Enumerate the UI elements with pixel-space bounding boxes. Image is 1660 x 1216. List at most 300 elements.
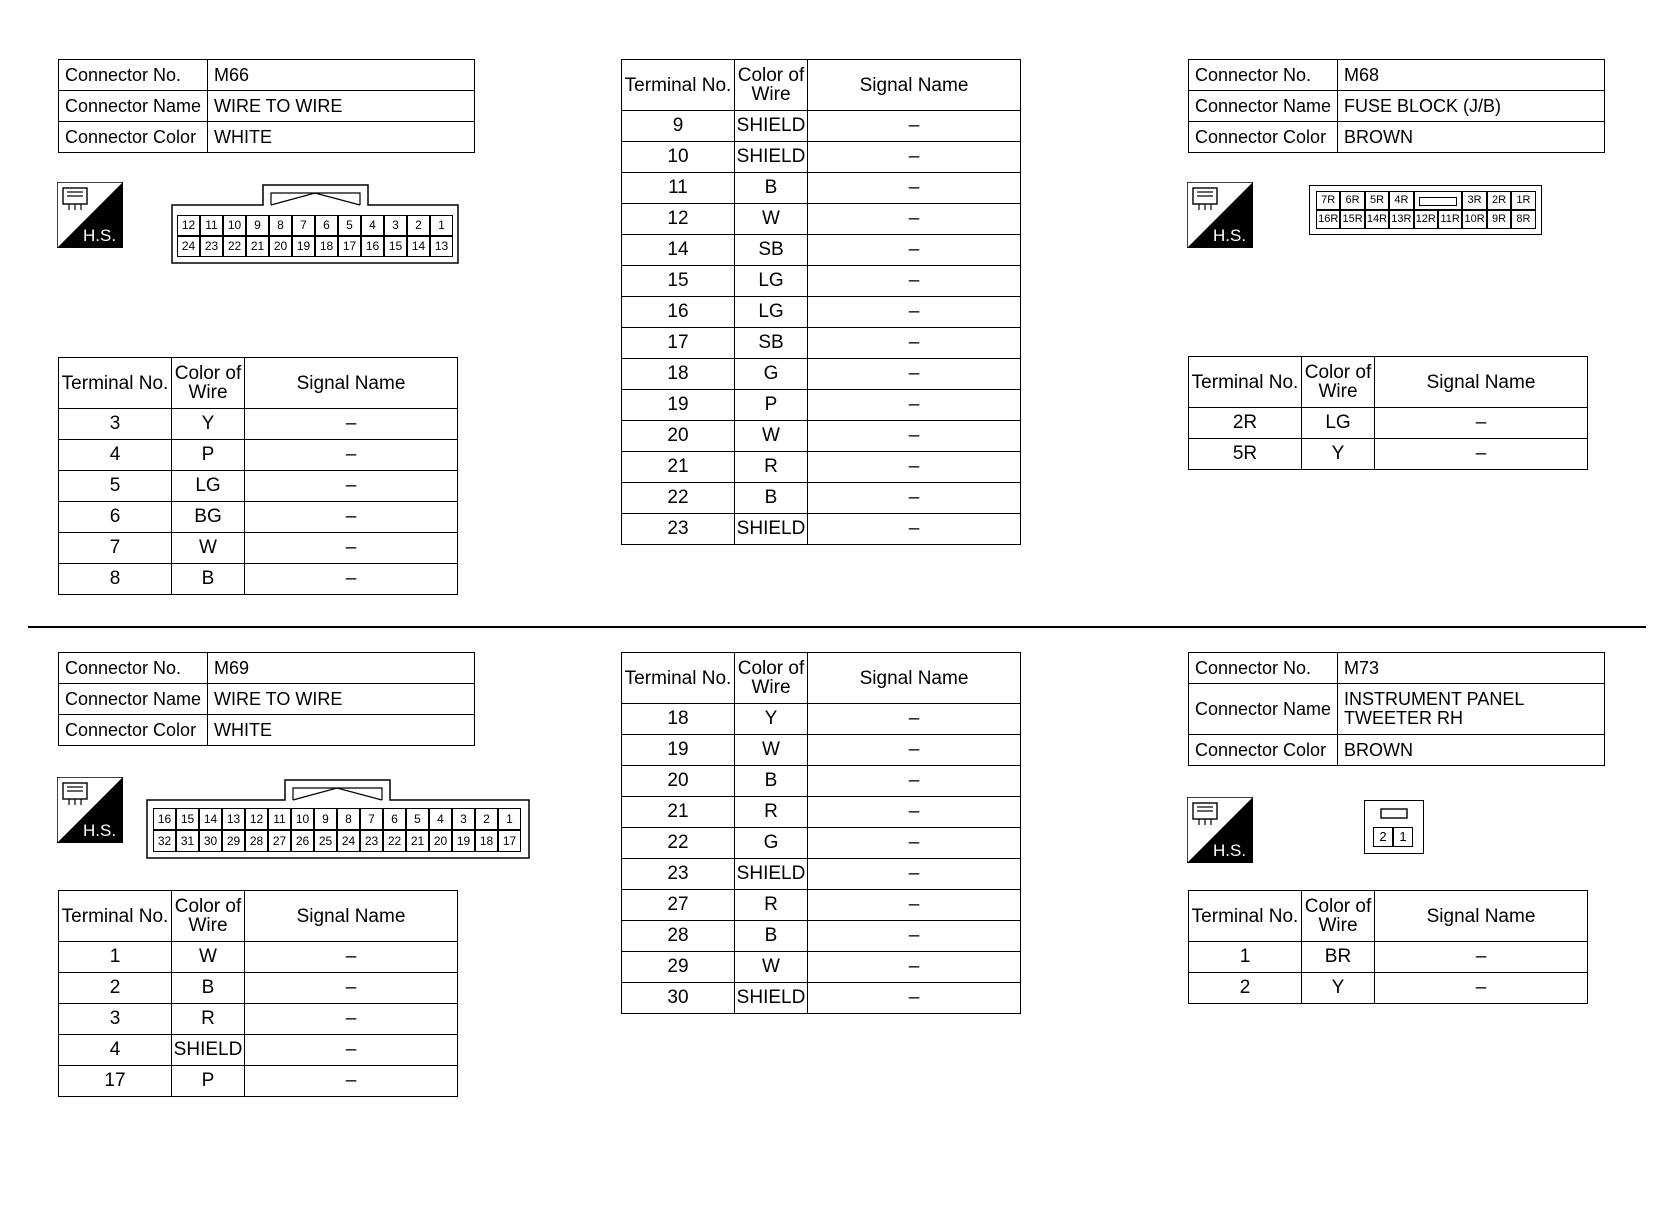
header-signal-name: Signal Name <box>808 60 1021 111</box>
connector-pin: 1 <box>1393 827 1413 847</box>
svg-text:H.S.: H.S. <box>1213 841 1247 860</box>
connector-pin: 23 <box>200 236 223 257</box>
connector-pin: 8 <box>269 215 292 236</box>
connector-pin: 19 <box>452 830 475 852</box>
table-row <box>1189 408 1588 439</box>
wire-color-cell: SB <box>735 235 808 266</box>
connector-pin: 29 <box>222 830 245 852</box>
fuse-slot <box>1414 191 1463 210</box>
table-row <box>1189 439 1588 470</box>
wire-color-cell: B <box>172 564 245 595</box>
terminal-no-cell: 21 <box>622 797 735 828</box>
m73-connector-name: INSTRUMENT PANEL TWEETER RH <box>1338 684 1605 735</box>
connector-pin: 4 <box>361 215 384 236</box>
connector-pin: 27 <box>268 830 291 852</box>
connector-pin: 5 <box>338 215 361 236</box>
m69-connector-name: WIRE TO WIRE <box>208 684 475 715</box>
connector-pin: 1 <box>498 808 521 830</box>
connector-pin: 11 <box>200 215 223 236</box>
table-row <box>622 983 1021 1014</box>
terminal-no-cell: 20 <box>622 421 735 452</box>
signal-name-cell: – <box>245 471 458 502</box>
table-row <box>59 533 458 564</box>
header-signal-name: Signal Name <box>245 891 458 942</box>
connector-pin: 5 <box>406 808 429 830</box>
m73-connector-face <box>1364 800 1424 854</box>
svg-text:H.S.: H.S. <box>83 821 117 840</box>
table-row <box>622 828 1021 859</box>
label-connector-no: Connector No. <box>1189 653 1338 684</box>
table-row <box>59 564 458 595</box>
connector-pin: 7R <box>1316 191 1340 210</box>
signal-name-cell: – <box>1375 439 1588 470</box>
signal-name-cell: – <box>245 409 458 440</box>
header-color-of-wire: Color of Wire <box>735 653 808 704</box>
terminal-no-cell: 18 <box>622 359 735 390</box>
connector-pin: 9 <box>246 215 269 236</box>
signal-name-cell: – <box>808 390 1021 421</box>
connector-pin: 1R <box>1511 191 1535 210</box>
table-row <box>59 1004 458 1035</box>
signal-name-cell: – <box>808 142 1021 173</box>
wire-color-cell: W <box>172 942 245 973</box>
connector-pin: 14 <box>199 808 222 830</box>
m69-pin-grid <box>153 808 523 852</box>
terminal-no-cell: 5 <box>59 471 172 502</box>
connector-pin: 32 <box>153 830 176 852</box>
m69-connector-face <box>145 778 531 860</box>
connector-pin: 17 <box>338 236 361 257</box>
connector-pin: 31 <box>176 830 199 852</box>
connector-pin: 10 <box>291 808 314 830</box>
signal-name-cell: – <box>1375 408 1588 439</box>
terminal-no-cell: 16 <box>622 297 735 328</box>
connector-pin: 17 <box>498 830 521 852</box>
connector-pin: 11 <box>268 808 291 830</box>
signal-name-cell: – <box>808 204 1021 235</box>
table-row <box>59 942 458 973</box>
terminal-no-cell: 6 <box>59 502 172 533</box>
wire-color-cell: B <box>735 766 808 797</box>
signal-name-cell: – <box>1375 973 1588 1004</box>
hs-icon <box>57 182 123 253</box>
signal-name-cell: – <box>245 502 458 533</box>
signal-name-cell: – <box>808 359 1021 390</box>
table-row <box>622 452 1021 483</box>
signal-name-cell: – <box>808 921 1021 952</box>
terminal-no-cell: 23 <box>622 859 735 890</box>
wire-color-cell: LG <box>735 266 808 297</box>
wire-color-cell: P <box>172 440 245 471</box>
m69-terminal-table <box>58 890 458 1097</box>
m66-connector-name: WIRE TO WIRE <box>208 91 475 122</box>
terminal-no-cell: 4 <box>59 1035 172 1066</box>
connector-pin: 16R <box>1316 210 1340 229</box>
header-color-of-wire: Color of Wire <box>172 358 245 409</box>
table-row <box>622 204 1021 235</box>
table-row <box>1189 973 1588 1004</box>
signal-name-cell: – <box>808 514 1021 545</box>
wire-color-cell: SHIELD <box>172 1035 245 1066</box>
terminal-no-cell: 28 <box>622 921 735 952</box>
table-row <box>622 735 1021 766</box>
label-connector-no: Connector No. <box>59 60 208 91</box>
connector-pin: 22 <box>223 236 246 257</box>
terminal-no-cell: 7 <box>59 533 172 564</box>
signal-name-cell: – <box>808 704 1021 735</box>
connector-pin: 12 <box>245 808 268 830</box>
connector-pin: 25 <box>314 830 337 852</box>
wire-color-cell: SHIELD <box>735 111 808 142</box>
table-row <box>59 502 458 533</box>
connector-pin: 11R <box>1438 210 1462 229</box>
connector-pin: 12R <box>1414 210 1438 229</box>
m68-connector-info <box>1188 59 1605 153</box>
terminal-no-cell: 20 <box>622 766 735 797</box>
m66-terminal-table <box>58 357 458 595</box>
signal-name-cell: – <box>245 1035 458 1066</box>
header-color-of-wire: Color of Wire <box>172 891 245 942</box>
hs-icon <box>1187 182 1253 253</box>
terminal-no-cell: 8 <box>59 564 172 595</box>
table-row <box>622 421 1021 452</box>
connector-pin: 7 <box>360 808 383 830</box>
header-signal-name: Signal Name <box>1375 357 1588 408</box>
signal-name-cell: – <box>808 452 1021 483</box>
signal-name-cell: – <box>808 328 1021 359</box>
m73-connector-info <box>1188 652 1605 766</box>
connector-pin: 7 <box>292 215 315 236</box>
connector-pin: 16 <box>153 808 176 830</box>
connector-pin: 2 <box>475 808 498 830</box>
terminal-no-cell: 15 <box>622 266 735 297</box>
m69-connector-info <box>58 652 475 746</box>
wire-color-cell: Y <box>1302 439 1375 470</box>
table-row <box>622 514 1021 545</box>
connector-pin: 14R <box>1365 210 1389 229</box>
section-divider <box>28 626 1646 628</box>
table-row <box>59 1066 458 1097</box>
connector-pin: 15 <box>176 808 199 830</box>
connector-pin: 2R <box>1487 191 1511 210</box>
terminal-no-cell: 3 <box>59 1004 172 1035</box>
wire-color-cell: G <box>735 359 808 390</box>
signal-name-cell: – <box>245 440 458 471</box>
m73-pin-grid <box>1373 827 1413 847</box>
table-row <box>622 483 1021 514</box>
label-connector-name: Connector Name <box>1189 684 1338 735</box>
wire-color-cell: SB <box>735 328 808 359</box>
wire-color-cell: LG <box>1302 408 1375 439</box>
connector-pin: 8R <box>1511 210 1535 229</box>
table-row <box>622 266 1021 297</box>
terminal-no-cell: 19 <box>622 390 735 421</box>
wire-color-cell: R <box>172 1004 245 1035</box>
wire-color-cell: P <box>172 1066 245 1097</box>
signal-name-cell: – <box>808 828 1021 859</box>
table-row <box>622 390 1021 421</box>
m66-connector-info <box>58 59 475 153</box>
connector-pin: 14 <box>407 236 430 257</box>
connector-pin: 4R <box>1389 191 1413 210</box>
header-signal-name: Signal Name <box>1375 891 1588 942</box>
connector-pin: 26 <box>291 830 314 852</box>
label-connector-color: Connector Color <box>1189 122 1338 153</box>
label-connector-color: Connector Color <box>59 715 208 746</box>
header-signal-name: Signal Name <box>245 358 458 409</box>
connector-pin: 13 <box>430 236 453 257</box>
terminal-no-cell: 23 <box>622 514 735 545</box>
table-row <box>59 440 458 471</box>
terminal-no-cell: 9 <box>622 111 735 142</box>
m69-terminal-table-continued <box>621 652 1021 1014</box>
signal-name-cell: – <box>808 983 1021 1014</box>
wire-color-cell: BG <box>172 502 245 533</box>
header-signal-name: Signal Name <box>808 653 1021 704</box>
table-row <box>622 952 1021 983</box>
signal-name-cell: – <box>245 942 458 973</box>
m73-terminal-table <box>1188 890 1588 1004</box>
m66-connector-no: M66 <box>208 60 475 91</box>
m66-connector-face <box>170 183 460 265</box>
signal-name-cell: – <box>808 797 1021 828</box>
header-color-of-wire: Color of Wire <box>735 60 808 111</box>
terminal-no-cell: 1 <box>59 942 172 973</box>
connector-pin: 6 <box>315 215 338 236</box>
m73-connector-no: M73 <box>1338 653 1605 684</box>
terminal-no-cell: 3 <box>59 409 172 440</box>
wire-color-cell: Y <box>1302 973 1375 1004</box>
label-connector-name: Connector Name <box>59 684 208 715</box>
signal-name-cell: – <box>808 266 1021 297</box>
signal-name-cell: – <box>808 890 1021 921</box>
terminal-no-cell: 14 <box>622 235 735 266</box>
signal-name-cell: – <box>245 1066 458 1097</box>
wire-color-cell: Y <box>172 409 245 440</box>
terminal-no-cell: 11 <box>622 173 735 204</box>
header-terminal-no: Terminal No. <box>1189 891 1302 942</box>
wire-color-cell: G <box>735 828 808 859</box>
terminal-no-cell: 17 <box>59 1066 172 1097</box>
header-terminal-no: Terminal No. <box>622 653 735 704</box>
signal-name-cell: – <box>808 766 1021 797</box>
wire-color-cell: R <box>735 890 808 921</box>
terminal-no-cell: 17 <box>622 328 735 359</box>
signal-name-cell: – <box>808 173 1021 204</box>
header-terminal-no: Terminal No. <box>59 891 172 942</box>
table-row <box>622 359 1021 390</box>
table-row <box>59 973 458 1004</box>
wire-color-cell: SHIELD <box>735 859 808 890</box>
table-row <box>622 797 1021 828</box>
terminal-no-cell: 18 <box>622 704 735 735</box>
m66-pin-grid <box>177 215 453 257</box>
terminal-no-cell: 1 <box>1189 942 1302 973</box>
wire-color-cell: LG <box>172 471 245 502</box>
wire-color-cell: SHIELD <box>735 983 808 1014</box>
wire-color-cell: R <box>735 452 808 483</box>
wire-color-cell: B <box>735 483 808 514</box>
table-row <box>622 111 1021 142</box>
m66-connector-color: WHITE <box>208 122 475 153</box>
header-color-of-wire: Color of Wire <box>1302 357 1375 408</box>
table-row <box>622 921 1021 952</box>
connector-pin: 6R <box>1340 191 1364 210</box>
connector-pin: 3R <box>1462 191 1486 210</box>
wire-color-cell: B <box>735 921 808 952</box>
wire-color-cell: LG <box>735 297 808 328</box>
hs-icon <box>57 777 123 848</box>
terminal-no-cell: 22 <box>622 828 735 859</box>
label-connector-no: Connector No. <box>59 653 208 684</box>
connector-pin: 18 <box>475 830 498 852</box>
connector-pin: 21 <box>246 236 269 257</box>
signal-name-cell: – <box>808 735 1021 766</box>
hs-icon <box>1187 797 1253 868</box>
signal-name-cell: – <box>808 111 1021 142</box>
connector-pin: 23 <box>360 830 383 852</box>
connector-pin: 24 <box>337 830 360 852</box>
wire-color-cell: R <box>735 797 808 828</box>
terminal-no-cell: 22 <box>622 483 735 514</box>
connector-pin: 30 <box>199 830 222 852</box>
header-color-of-wire: Color of Wire <box>1302 891 1375 942</box>
connector-pin: 15R <box>1340 210 1364 229</box>
m69-connector-color: WHITE <box>208 715 475 746</box>
connector-pin: 2 <box>1373 827 1393 847</box>
m73-connector-color: BROWN <box>1338 735 1605 766</box>
label-connector-color: Connector Color <box>1189 735 1338 766</box>
table-row <box>622 173 1021 204</box>
signal-name-cell: – <box>808 483 1021 514</box>
connector-pin: 20 <box>269 236 292 257</box>
connector-pin: 6 <box>383 808 406 830</box>
wire-color-cell: P <box>735 390 808 421</box>
signal-name-cell: – <box>245 1004 458 1035</box>
connector-pin: 18 <box>315 236 338 257</box>
connector-pin: 12 <box>177 215 200 236</box>
connector-pin: 10R <box>1462 210 1486 229</box>
signal-name-cell: – <box>1375 942 1588 973</box>
header-terminal-no: Terminal No. <box>622 60 735 111</box>
connector-pin: 21 <box>406 830 429 852</box>
wire-color-cell: SHIELD <box>735 514 808 545</box>
wire-color-cell: W <box>172 533 245 564</box>
header-terminal-no: Terminal No. <box>59 358 172 409</box>
terminal-no-cell: 4 <box>59 440 172 471</box>
wire-color-cell: W <box>735 421 808 452</box>
m66-terminal-table-continued <box>621 59 1021 545</box>
signal-name-cell: – <box>245 973 458 1004</box>
header-terminal-no: Terminal No. <box>1189 357 1302 408</box>
connector-pin: 8 <box>337 808 360 830</box>
label-connector-name: Connector Name <box>1189 91 1338 122</box>
table-row <box>622 235 1021 266</box>
connector-pin: 9 <box>314 808 337 830</box>
label-connector-color: Connector Color <box>59 122 208 153</box>
connector-pin: 5R <box>1365 191 1389 210</box>
wire-color-cell: B <box>172 973 245 1004</box>
wire-color-cell: W <box>735 204 808 235</box>
table-row <box>1189 942 1588 973</box>
terminal-no-cell: 27 <box>622 890 735 921</box>
connector-pin: 2 <box>407 215 430 236</box>
connector-pin: 9R <box>1487 210 1511 229</box>
connector-pin: 19 <box>292 236 315 257</box>
m69-connector-no: M69 <box>208 653 475 684</box>
wire-color-cell: W <box>735 735 808 766</box>
connector-pin: 3 <box>452 808 475 830</box>
signal-name-cell: – <box>808 859 1021 890</box>
signal-name-cell: – <box>808 235 1021 266</box>
signal-name-cell: – <box>245 533 458 564</box>
connector-pin: 13R <box>1389 210 1413 229</box>
table-row <box>59 1035 458 1066</box>
m68-pin-grid <box>1316 191 1536 229</box>
connector-pin: 13 <box>222 808 245 830</box>
wire-color-cell: Y <box>735 704 808 735</box>
table-row <box>59 409 458 440</box>
table-row <box>622 328 1021 359</box>
connector-pin: 4 <box>429 808 452 830</box>
connector-pin: 16 <box>361 236 384 257</box>
table-row <box>622 890 1021 921</box>
connector-pin: 28 <box>245 830 268 852</box>
terminal-no-cell: 19 <box>622 735 735 766</box>
m68-terminal-table <box>1188 356 1588 470</box>
label-connector-no: Connector No. <box>1189 60 1338 91</box>
terminal-no-cell: 2R <box>1189 408 1302 439</box>
terminal-no-cell: 21 <box>622 452 735 483</box>
signal-name-cell: – <box>808 952 1021 983</box>
table-row <box>622 297 1021 328</box>
terminal-no-cell: 5R <box>1189 439 1302 470</box>
table-row <box>622 704 1021 735</box>
svg-text:H.S.: H.S. <box>1213 226 1247 245</box>
connector-pin: 20 <box>429 830 452 852</box>
connector-pin: 22 <box>383 830 406 852</box>
wire-color-cell: B <box>735 173 808 204</box>
signal-name-cell: – <box>808 297 1021 328</box>
signal-name-cell: – <box>808 421 1021 452</box>
terminal-no-cell: 2 <box>1189 973 1302 1004</box>
table-row <box>622 142 1021 173</box>
table-row <box>622 766 1021 797</box>
label-connector-name: Connector Name <box>59 91 208 122</box>
terminal-no-cell: 2 <box>59 973 172 1004</box>
table-row <box>622 859 1021 890</box>
m68-connector-no: M68 <box>1338 60 1605 91</box>
connector-pin: 10 <box>223 215 246 236</box>
svg-text:H.S.: H.S. <box>83 226 117 245</box>
connector-pin: 1 <box>430 215 453 236</box>
wire-color-cell: W <box>735 952 808 983</box>
signal-name-cell: – <box>245 564 458 595</box>
wire-color-cell: SHIELD <box>735 142 808 173</box>
m68-connector-face <box>1309 185 1542 235</box>
connector-pin: 15 <box>384 236 407 257</box>
terminal-no-cell: 10 <box>622 142 735 173</box>
terminal-no-cell: 30 <box>622 983 735 1014</box>
table-row <box>59 471 458 502</box>
connector-pin: 3 <box>384 215 407 236</box>
connector-pin: 24 <box>177 236 200 257</box>
m68-connector-color: BROWN <box>1338 122 1605 153</box>
m68-connector-name: FUSE BLOCK (J/B) <box>1338 91 1605 122</box>
terminal-no-cell: 12 <box>622 204 735 235</box>
terminal-no-cell: 29 <box>622 952 735 983</box>
wire-color-cell: BR <box>1302 942 1375 973</box>
